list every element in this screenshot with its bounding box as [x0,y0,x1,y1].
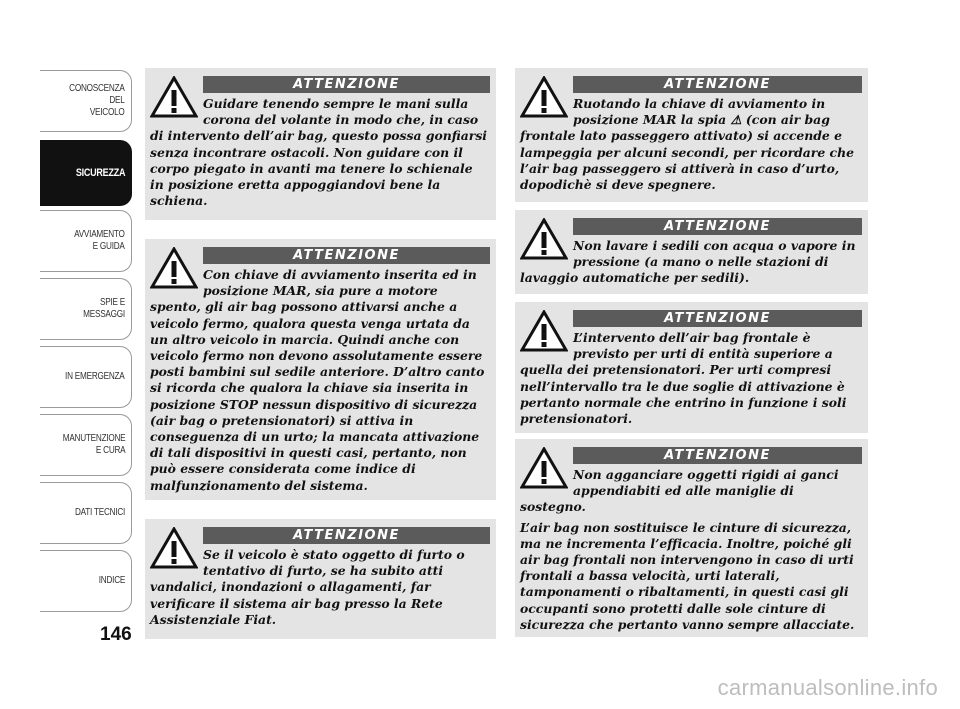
tab-in-emergenza[interactable] [40,346,132,408]
warning-paragraph: Se il veicolo è stato oggetto di furto o tentativo di furto, se ha subito atti vandalici, inondazioni o allagamenti, far verificare il sistema air bag presso la Rete Assistenziale Fiat. [150,547,465,627]
tab-manutenzione-e-cura[interactable] [40,414,132,476]
page-number: 146 [100,624,132,645]
warning-paragraph: Guidare tenendo sempre le mani sulla corona del volante in modo che, in caso di intervento dell’air bag, questo possa gonfiarsi senza incontrare ostacoli. Non guidare con il corpo piegato in avanti ma tenere lo schienale in posizione eretta appoggiandovi bene la schiena. [150,96,488,209]
warning-paragraph: Non agganciare oggetti rigidi ai ganci appendiabiti ed alle maniglie di sostegno. [520,467,839,515]
warning-box [145,239,496,500]
warning-paragraph: Non lavare i sedili con acqua o vapore in pressione (a mano o nelle stazioni di lavaggio automatiche per sedili). [520,238,856,286]
tab-label: SPIE E MESSAGGI [83,297,125,320]
warning-text [150,547,488,628]
warning-box [515,68,868,202]
warning-header: ATTENZIONE [573,447,862,464]
warning-header: ATTENZIONE [573,310,862,327]
tab-label: INDICE [98,575,125,586]
warning-paragraph: Ruotando la chiave di avviamento in posizione MAR la spia ⚠ (con air bag frontale lato passeggero attivato) si accende e lampeggia per alcuni secondi, per ricordare che l’air bag passeggero si attiverà in caso d’urto, dopodichè si deve spegnere. [520,96,854,193]
tab-conoscenza-del-veicolo[interactable] [40,70,132,132]
warning-box [515,302,868,433]
tab-label: CONOSCENZA DEL VEICOLO [69,83,125,118]
warning-text [150,96,488,209]
tab-avviamento-e-guida[interactable] [40,210,132,272]
tab-label: IN EMERGENZA [65,371,125,382]
warning-text [520,330,860,427]
warning-header: ATTENZIONE [573,218,862,235]
warning-text [520,238,860,287]
tab-spie-e-messaggi[interactable] [40,278,132,340]
tab-label: AVVIAMENTO E GUIDA [74,229,125,252]
tab-label: SICUREZZA [75,167,125,179]
warning-box [515,439,868,637]
warning-box [515,210,868,294]
warning-header: ATTENZIONE [203,527,490,544]
tab-dati-tecnici[interactable] [40,482,132,544]
warning-text [520,96,860,193]
warning-header: ATTENZIONE [203,76,490,93]
warning-text [150,267,488,494]
warning-box [145,68,496,220]
warning-text [520,467,860,633]
warning-paragraph: L’intervento dell’air bag frontale è previsto per urti di entità superiore a quella dei pretensionatori. Per urti compresi nell’intervallo tra le due soglie di attivazione è pertanto normale che entrino in funzione i soli pretensionatori. [520,330,847,427]
warning-header: ATTENZIONE [573,76,862,93]
tab-label: DATI TECNICI [74,507,125,518]
warning-paragraph: L’air bag non sostituisce le cinture di sicurezza, ma ne incrementa l’efficacia. Inoltre, poiché gli air bag frontali non intervengono in caso di urti frontali a bassa velocità, urti laterali, tamponamenti o ribaltamenti, in questi casi gli occupanti sono protetti dalle sole cinture di sicurezza che pertanto vanno sempre allacciate. [520,519,855,632]
tab-indice[interactable] [40,550,132,612]
tab-label: MANUTENZIONE E CURA [62,433,125,456]
warning-header: ATTENZIONE [203,247,490,264]
watermark: carmanualsonline.info [717,675,938,700]
warning-box [145,519,496,639]
tab-sicurezza[interactable] [40,140,132,206]
warning-paragraph: Con chiave di avviamento inserita ed in posizione MAR, sia pure a motore spento, gli air bag possono attivarsi anche a veicolo fermo, qualora questa venga urtata da un altro veicolo in marcia. Quindi anche con veicolo fermo non devono assolutamente essere posti bambini sul sedile anteriore. D’altro canto si ricorda che qualora la chiave sia inserita in posizione STOP nessun dispositivo di sicurezza (air bag o pretensionatori) si attiva in conseguenza di un urto; la mancata attivazione di tali dispositivi in questi casi, pertanto, non può essere considerata come indice di malfunzionamento del sistema. [150,267,485,493]
